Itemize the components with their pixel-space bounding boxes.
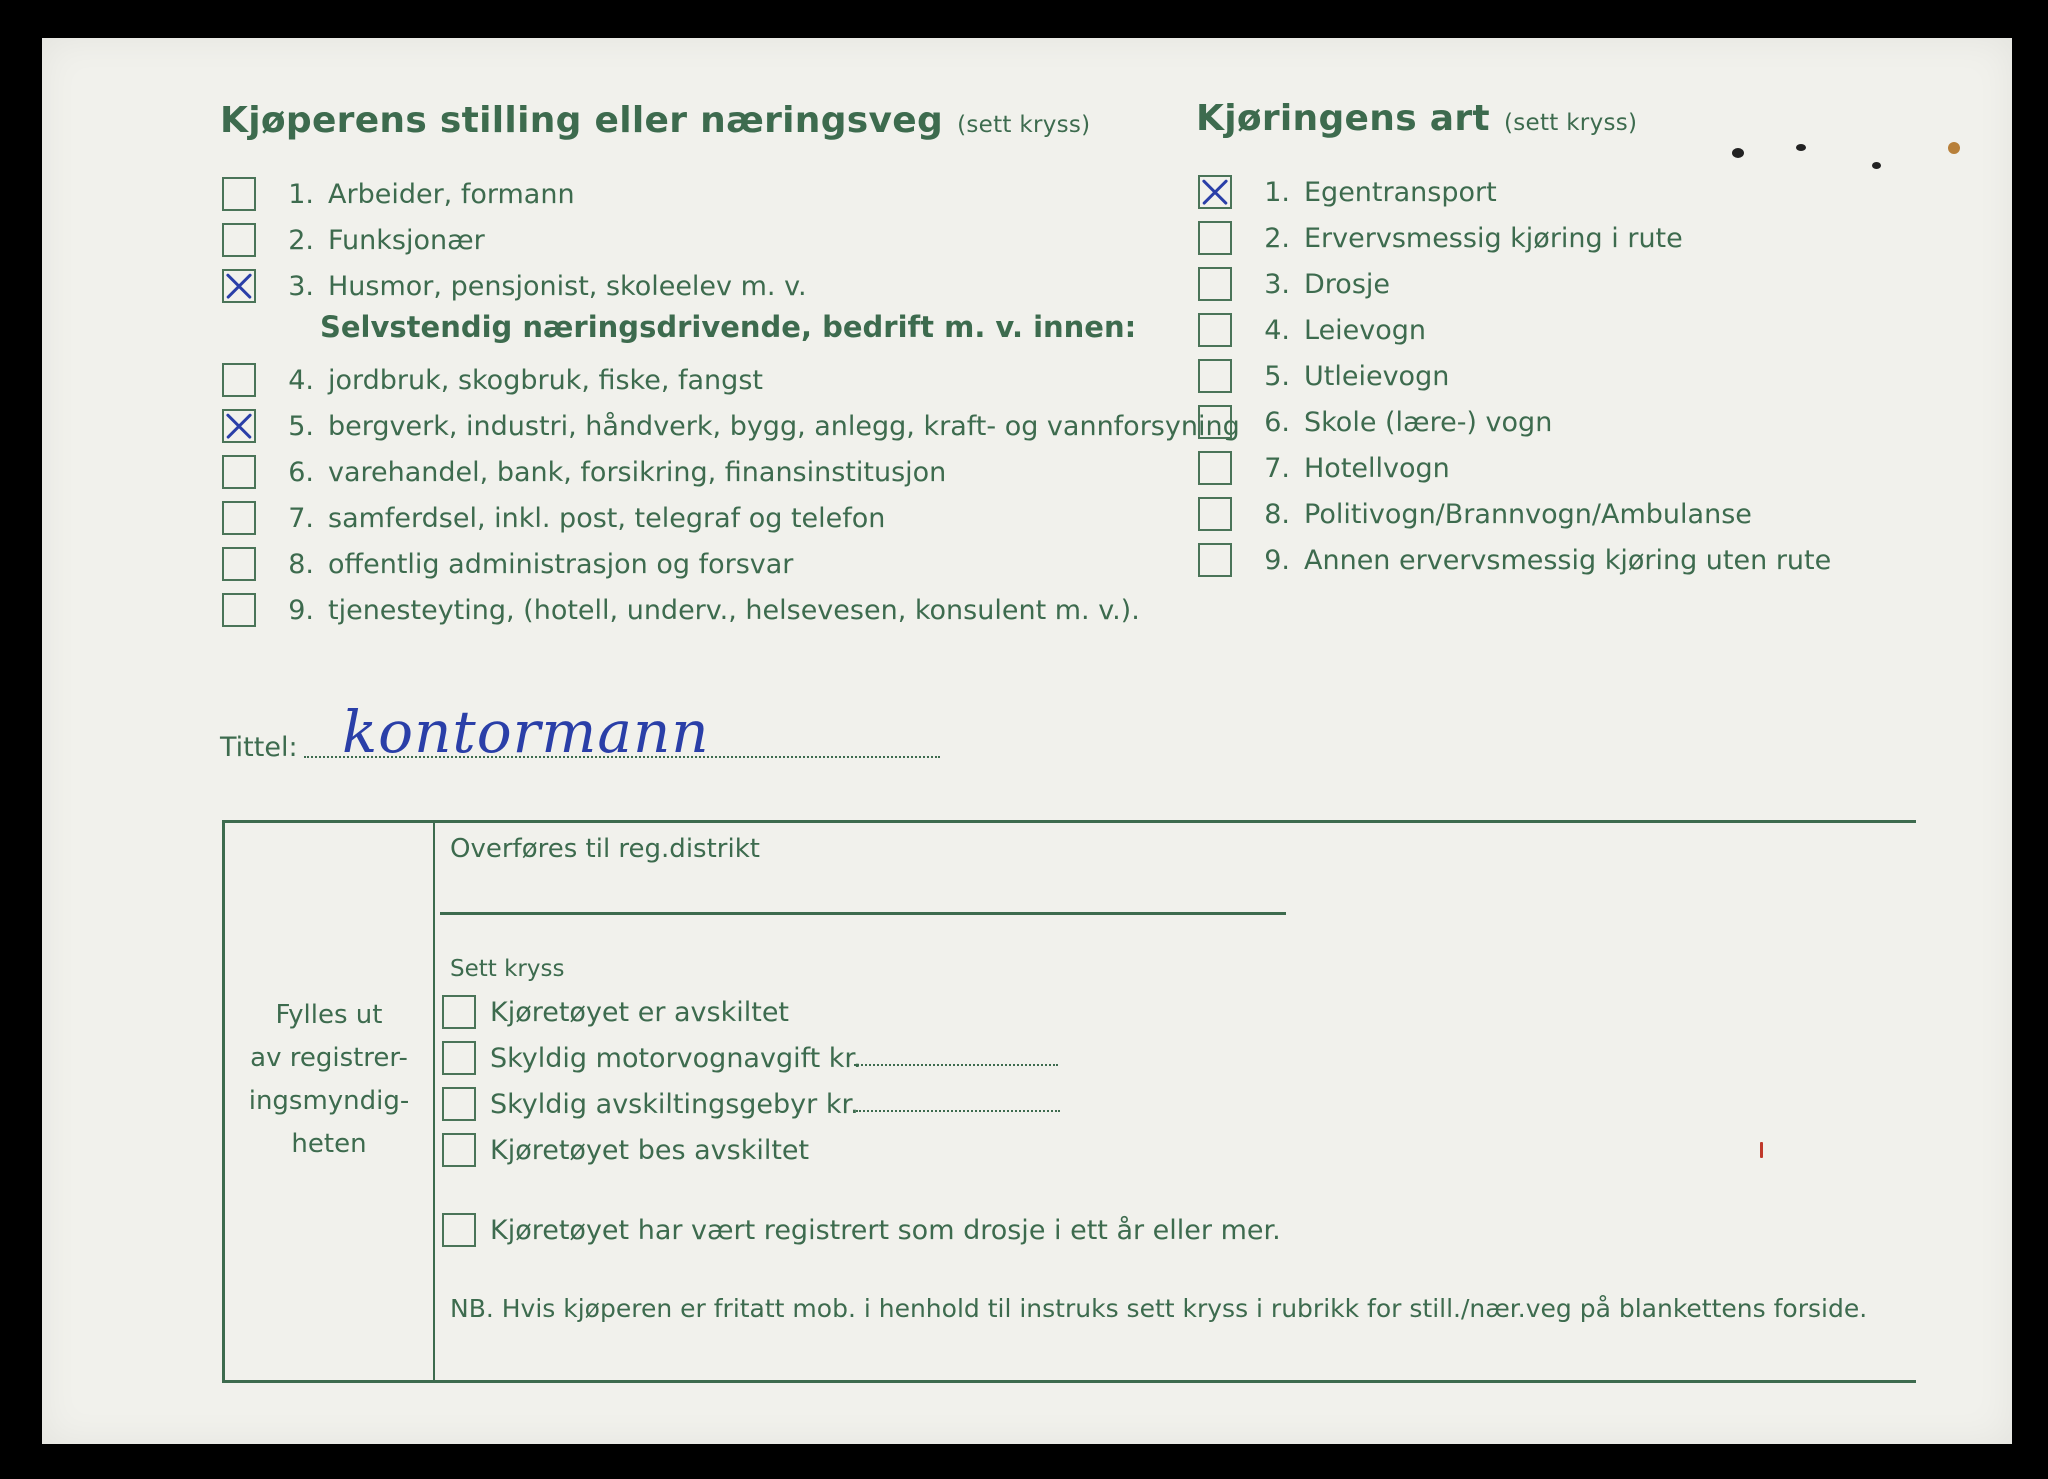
option-number: 3. [1264, 268, 1290, 300]
option-number: 5. [1264, 360, 1290, 392]
driving-type-checkbox-3[interactable] [1198, 267, 1232, 301]
driving-type-option-4[interactable] [1198, 310, 1426, 350]
self-employed-subheading: Selvstendig næringsdrivende, bedrift m. v. innen: [320, 310, 1137, 344]
option-label: Husmor, pensjonist, skoleelev m. v. [328, 270, 807, 302]
option-label: Utleievogn [1304, 360, 1450, 392]
driving-type-option-7[interactable] [1198, 448, 1450, 488]
occupation-option-8[interactable] [222, 544, 793, 584]
transfer-district-label: Overføres til reg.distrikt [450, 834, 760, 864]
authority-label-line-1: Fylles ut [275, 1000, 383, 1030]
reg-check-deregistered[interactable] [442, 992, 789, 1032]
option-label: varehandel, bank, forsikring, finansinstitusjon [328, 456, 947, 488]
driving-type-checkbox-5[interactable] [1198, 359, 1232, 393]
driving-type-checkbox-9[interactable] [1198, 543, 1232, 577]
red-pen-mark [1760, 1142, 1763, 1158]
stain-speck [1948, 142, 1960, 154]
option-number: 3. [288, 270, 314, 302]
option-label: Politivogn/Brannvogn/Ambulanse [1304, 498, 1752, 530]
reg-check-deregistration-fee[interactable] [442, 1084, 859, 1124]
reg-check-label: Skyldig avskiltingsgebyr kr. [490, 1088, 859, 1120]
occupation-checkbox-2[interactable] [222, 223, 256, 257]
reg-checkbox-taxi-registered[interactable] [442, 1213, 476, 1247]
reg-checkbox-deregistration-fee[interactable] [442, 1087, 476, 1121]
title-field-label: Tittel: [220, 732, 298, 763]
option-label: Funksjonær [328, 224, 485, 256]
option-label: Skole (lære-) vogn [1304, 406, 1553, 438]
reg-check-taxi-registered[interactable] [442, 1210, 1281, 1250]
reg-checkbox-deregistered[interactable] [442, 995, 476, 1029]
option-label: Annen ervervsmessig kjøring uten rute [1304, 544, 1832, 576]
occupation-option-7[interactable] [222, 498, 885, 538]
option-number: 9. [288, 594, 314, 626]
deregistration-fee-amount-line[interactable] [856, 1110, 1060, 1112]
option-label: Leievogn [1304, 314, 1427, 346]
registration-box-divider [433, 820, 435, 1383]
authority-label-line-2: av registrer- [250, 1043, 408, 1073]
option-label: Ervervsmessig kjøring i rute [1304, 222, 1683, 254]
form-sheet [42, 38, 2012, 1444]
option-number: 1. [288, 178, 314, 210]
reg-check-label: Kjøretøyet er avskiltet [490, 996, 790, 1028]
reg-check-request-deregistration[interactable] [442, 1130, 809, 1170]
option-label: tjenesteyting, (hotell, underv., helsevesen, konsulent m. v.). [328, 594, 1140, 626]
option-number: 6. [288, 456, 314, 488]
registration-box-bottom-border [222, 1380, 1916, 1383]
option-number: 8. [288, 548, 314, 580]
vehicle-tax-amount-line[interactable] [854, 1064, 1058, 1066]
right-section-title: Kjøringens art [1196, 98, 1490, 139]
reg-check-label: Kjøretøyet har vært registrert som drosje i ett år eller mer. [490, 1214, 1281, 1246]
option-label: bergverk, industri, håndverk, bygg, anlegg, kraft- og vannforsyning [328, 410, 1240, 442]
registration-box-top-border [222, 820, 1916, 823]
occupation-checkbox-5-checked[interactable] [222, 409, 256, 443]
option-label: offentlig administrasjon og forsvar [328, 548, 794, 580]
occupation-option-1[interactable] [222, 174, 575, 214]
option-label: samferdsel, inkl. post, telegraf og telefon [328, 502, 886, 534]
occupation-option-5[interactable] [222, 406, 1240, 446]
left-section-hint: (sett kryss) [957, 112, 1091, 138]
occupation-checkbox-1[interactable] [222, 177, 256, 211]
occupation-checkbox-9[interactable] [222, 593, 256, 627]
occupation-checkbox-6[interactable] [222, 455, 256, 489]
option-number: 1. [1264, 176, 1290, 208]
option-number: 7. [1264, 452, 1290, 484]
driving-type-option-1[interactable] [1198, 172, 1497, 212]
driving-type-option-9[interactable] [1198, 540, 1831, 580]
option-number: 2. [1264, 222, 1290, 254]
title-field-handwritten-value[interactable]: kontormann [342, 698, 710, 766]
option-number: 8. [1264, 498, 1290, 530]
ink-speck [1732, 148, 1744, 158]
occupation-option-6[interactable] [222, 452, 946, 492]
left-section-title: Kjøperens stilling eller næringsveg [220, 100, 944, 141]
authority-fill-label [226, 994, 432, 1166]
check-hint: Sett kryss [450, 956, 565, 982]
left-section-heading [220, 100, 1090, 141]
transfer-district-input-line[interactable] [440, 912, 1286, 915]
occupation-checkbox-3-checked[interactable] [222, 269, 256, 303]
ink-speck [1796, 144, 1806, 151]
reg-check-vehicle-tax[interactable] [442, 1038, 862, 1078]
occupation-option-3[interactable] [222, 266, 807, 306]
option-label: jordbruk, skogbruk, fiske, fangst [328, 364, 763, 396]
right-section-hint: (sett kryss) [1503, 110, 1638, 136]
occupation-option-9[interactable] [222, 590, 1140, 630]
driving-type-checkbox-4[interactable] [1198, 313, 1232, 347]
option-label: Arbeider, formann [328, 178, 575, 210]
driving-type-option-2[interactable] [1198, 218, 1683, 258]
ink-speck [1872, 162, 1881, 169]
driving-type-option-3[interactable] [1198, 264, 1390, 304]
option-number: 7. [288, 502, 314, 534]
occupation-checkbox-4[interactable] [222, 363, 256, 397]
authority-label-line-4: heten [291, 1129, 367, 1159]
occupation-option-4[interactable] [222, 360, 763, 400]
driving-type-checkbox-7[interactable] [1198, 451, 1232, 485]
option-number: 2. [288, 224, 314, 256]
mobilization-note: NB. Hvis kjøperen er fritatt mob. i henhold til instruks sett kryss i rubrikk for still./nær.veg på blankettens forside. [450, 1294, 1868, 1323]
option-number: 6. [1264, 406, 1290, 438]
driving-type-checkbox-8[interactable] [1198, 497, 1232, 531]
driving-type-checkbox-2[interactable] [1198, 221, 1232, 255]
authority-label-line-3: ingsmyndig- [248, 1086, 410, 1116]
reg-check-label: Skyldig motorvognavgift kr. [490, 1042, 862, 1074]
reg-checkbox-request-deregistration[interactable] [442, 1133, 476, 1167]
driving-type-option-5[interactable] [1198, 356, 1449, 396]
option-number: 5. [288, 410, 314, 442]
driving-type-checkbox-6[interactable] [1198, 405, 1232, 439]
reg-check-label: Kjøretøyet bes avskiltet [490, 1134, 810, 1166]
driving-type-option-8[interactable] [1198, 494, 1752, 534]
option-label: Hotellvogn [1304, 452, 1450, 484]
driving-type-option-6[interactable] [1198, 402, 1552, 442]
occupation-checkbox-7[interactable] [222, 501, 256, 535]
option-number: 4. [1264, 314, 1290, 346]
right-section-heading [1196, 98, 1637, 139]
reg-checkbox-vehicle-tax[interactable] [442, 1041, 476, 1075]
option-number: 4. [288, 364, 314, 396]
option-label: Drosje [1304, 268, 1390, 300]
option-label: Egentransport [1304, 176, 1497, 208]
driving-type-checkbox-1-checked[interactable] [1198, 175, 1232, 209]
registration-box-left-border [222, 820, 225, 1383]
occupation-option-2[interactable] [222, 220, 485, 260]
option-number: 9. [1264, 544, 1290, 576]
occupation-checkbox-8[interactable] [222, 547, 256, 581]
